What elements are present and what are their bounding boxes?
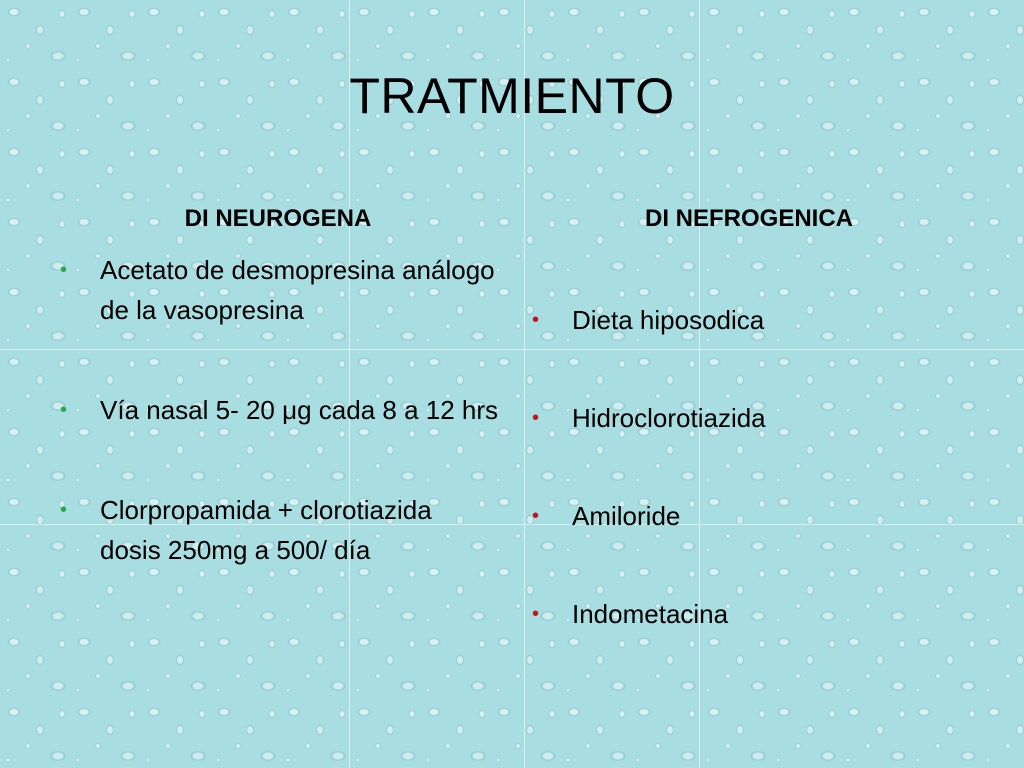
list-item bbox=[530, 300, 970, 340]
right-column-heading: DI NEFROGENICA bbox=[644, 205, 853, 232]
bullet-icon: • bbox=[60, 259, 68, 281]
bullet-icon: • bbox=[60, 499, 68, 521]
list-item-text: Dieta hiposodica bbox=[572, 305, 765, 335]
list-item-text: Amiloride bbox=[572, 501, 681, 531]
right-bullet-list bbox=[530, 300, 970, 692]
list-item bbox=[530, 496, 970, 536]
list-item-text: Acetato de desmopresina análogo de la vasopresina bbox=[100, 255, 495, 325]
left-bullet-list bbox=[58, 250, 498, 570]
list-item-text: Indometacina bbox=[572, 599, 729, 629]
bullet-icon: • bbox=[60, 399, 68, 421]
list-item bbox=[58, 490, 498, 570]
bullet-icon: • bbox=[532, 603, 540, 625]
list-item-text: Clorpropamida + clorotiazida dosis 250mg a 500/ día bbox=[100, 495, 432, 565]
list-item-text: Hidroclorotiazida bbox=[572, 403, 766, 433]
bullet-icon: • bbox=[532, 309, 540, 331]
list-item bbox=[530, 594, 970, 634]
list-item-text: Vía nasal 5- 20 μg cada 8 a 12 hrs bbox=[100, 395, 499, 425]
left-column-heading: DI NEUROGENA bbox=[184, 205, 372, 232]
list-item bbox=[58, 250, 498, 330]
list-item bbox=[58, 390, 498, 430]
bullet-icon: • bbox=[532, 407, 540, 429]
list-item bbox=[530, 398, 970, 438]
bullet-icon: • bbox=[532, 505, 540, 527]
slide-title: TRATMIENTO bbox=[349, 68, 675, 124]
